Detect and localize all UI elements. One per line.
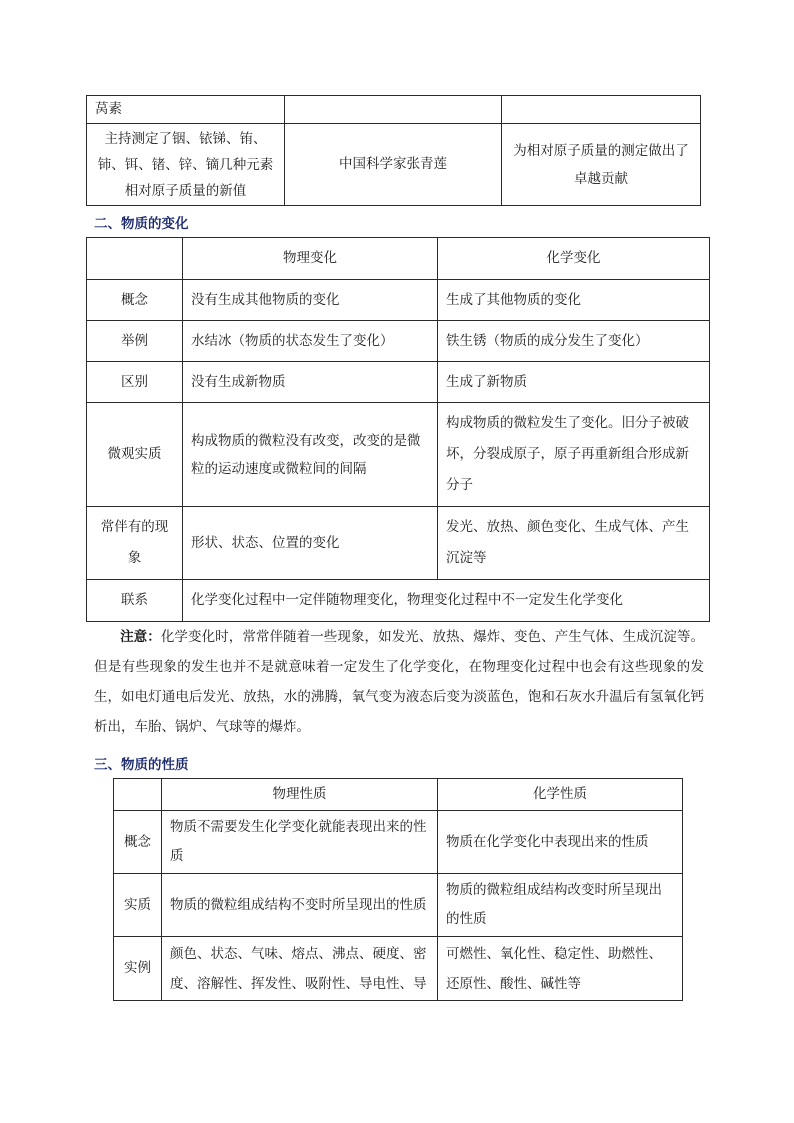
top-table <box>86 95 701 206</box>
table-cell <box>87 238 183 280</box>
table-cell: 物质的微粒组成结构不变时所呈现出的性质 <box>162 874 438 937</box>
link-text: 化学变化过程中一定伴随物理变化，物理变化过程中不一定发生化学变化 <box>183 580 710 622</box>
table-cell: 生成了新物质 <box>438 362 710 403</box>
table-cell: 水结冰（物质的状态发生了变化） <box>183 321 438 362</box>
property-table <box>113 778 683 1001</box>
table-row <box>114 937 683 1001</box>
table-cell: 构成物质的微粒没有改变，改变的是微粒的运动速度或微粒间的间隔 <box>183 403 438 507</box>
note-label: 注意： <box>120 629 161 645</box>
table-row <box>87 124 701 206</box>
table-row <box>87 238 710 280</box>
table-cell: 物质不需要发生化学变化就能表现出来的性质 <box>162 811 438 874</box>
table-cell: 构成物质的微粒发生了变化。旧分子被破坏，分裂成原子，原子再重新组合形成新分子 <box>438 403 710 507</box>
table-cell: 颜色、状态、气味、熔点、沸点、硬度、密度、溶解性、挥发性、吸附性、导电性、导 <box>162 937 438 1001</box>
section-2-heading: 二、物质的变化 <box>94 216 189 232</box>
table-cell: 可燃性、氧化性、稳定性、助燃性、还原性、酸性、碱性等 <box>438 937 683 1001</box>
row-label: 区别 <box>87 362 183 403</box>
table-cell <box>502 96 701 124</box>
table-row <box>87 507 710 580</box>
header-physical-property: 物理性质 <box>162 779 438 811</box>
table-cell <box>285 96 502 124</box>
note-paragraph <box>94 622 704 742</box>
table-row <box>87 362 710 403</box>
table-cell <box>114 779 162 811</box>
table-cell: 没有生成新物质 <box>183 362 438 403</box>
row-label: 实例 <box>114 937 162 1001</box>
row-label: 实质 <box>114 874 162 937</box>
row-label: 常伴有的现象 <box>87 507 183 580</box>
table-cell: 为相对原子质量的测定做出了卓越贡献 <box>502 124 701 206</box>
note-text: 化学变化时，常常伴随着一些现象，如发光、放热、爆炸、变色、产生气体、生成沉淀等。但是有些现象的发生也并不是就意味着一定发生了化学变化，在物理变化过程中也会有这些现象的发生，如电灯通电后发光、放热，水的沸腾，氧气变为液态后变为淡蓝色，饱和石灰水升温后有氢氧化钙析出，车胎、锅炉、气球等的爆炸。 <box>94 629 705 735</box>
table-cell: 物质的微粒组成结构改变时所呈现出的性质 <box>438 874 683 937</box>
table-row <box>87 580 710 622</box>
row-label: 举例 <box>87 321 183 362</box>
table-cell: 形状、状态、位置的变化 <box>183 507 438 580</box>
table-cell: 中国科学家张青莲 <box>285 124 502 206</box>
table-row <box>114 811 683 874</box>
table-row <box>87 403 710 507</box>
table-cell: 莴素 <box>87 96 285 124</box>
table-row <box>114 874 683 937</box>
row-label: 联系 <box>87 580 183 622</box>
table-row <box>87 321 710 362</box>
table-cell: 铁生锈（物质的成分发生了变化） <box>438 321 710 362</box>
table-cell: 发光、放热、颜色变化、生成气体、产生沉淀等 <box>438 507 710 580</box>
header-physical-change: 物理变化 <box>183 238 438 280</box>
table-row <box>87 96 701 124</box>
section-3-heading: 三、物质的性质 <box>94 757 189 773</box>
table-cell: 物质在化学变化中表现出来的性质 <box>438 811 683 874</box>
table-row <box>87 280 710 321</box>
row-label: 概念 <box>87 280 183 321</box>
row-label: 微观实质 <box>87 403 183 507</box>
table-row <box>114 779 683 811</box>
table-cell: 没有生成其他物质的变化 <box>183 280 438 321</box>
table-cell: 生成了其他物质的变化 <box>438 280 710 321</box>
table-cell: 主持测定了铟、铱锑、铕、铈、铒、锗、锌、镝几种元素相对原子质量的新值 <box>87 124 285 206</box>
change-table <box>86 237 710 622</box>
header-chemical-property: 化学性质 <box>438 779 683 811</box>
row-label: 概念 <box>114 811 162 874</box>
header-chemical-change: 化学变化 <box>438 238 710 280</box>
